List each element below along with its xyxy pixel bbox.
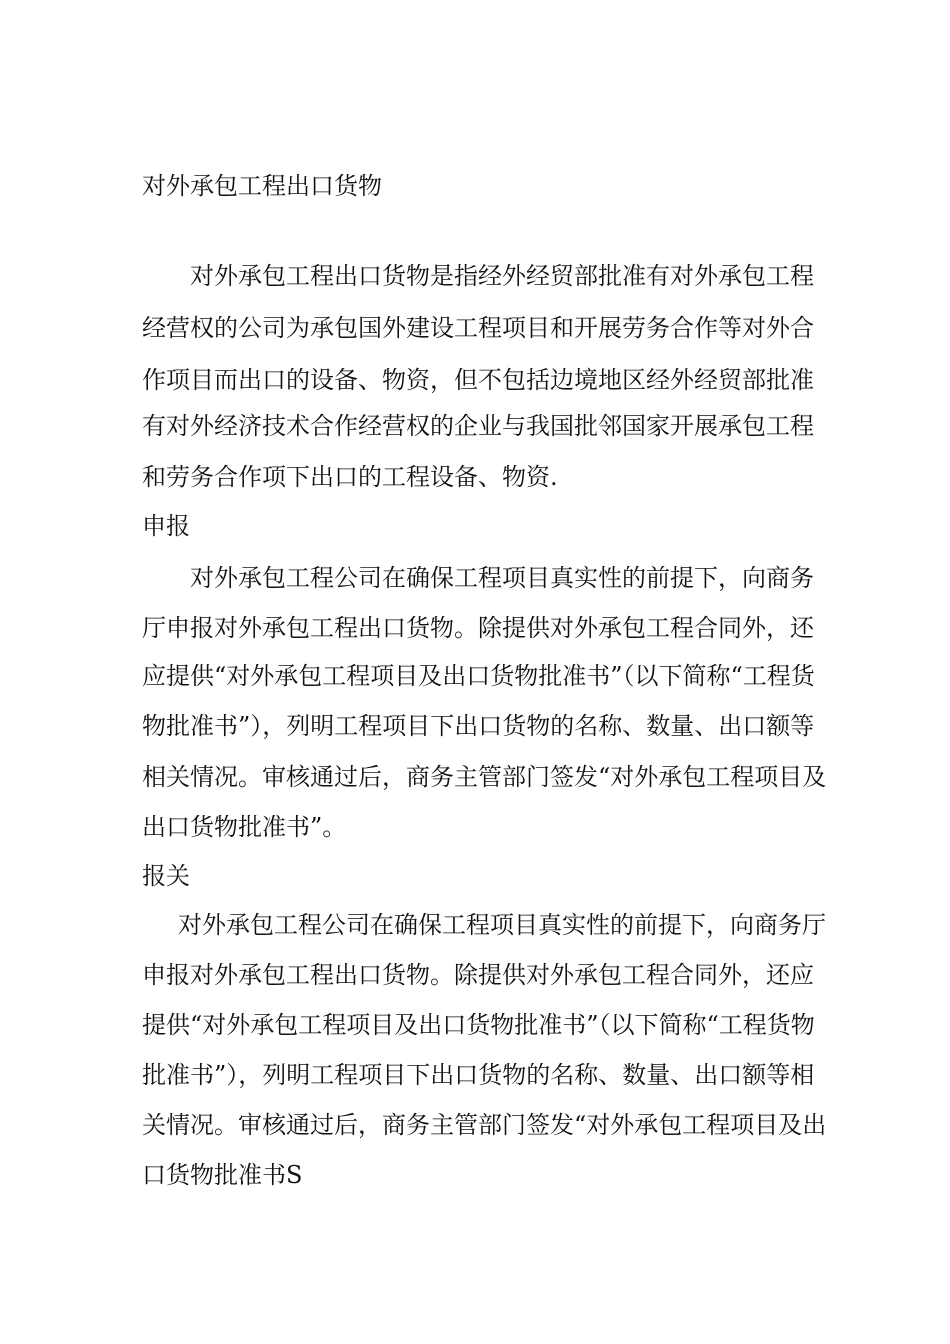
section-heading-declare: 申报: [142, 512, 190, 540]
intro-line-2: 经营权的公司为承包国外建设工程项目和开展劳务合作等对外合: [142, 314, 814, 342]
customs-line-5: 关情况。审核通过后，商务主管部门签发“对外承包工程项目及出: [142, 1111, 827, 1139]
declare-line-2: 厅申报对外承包工程出口货物。除提供对外承包工程合同外，还: [142, 614, 814, 642]
intro-line-5: 和劳务合作项下出口的工程设备、物资.: [142, 463, 558, 491]
intro-line-3: 作项目而出口的设备、物资，但不包括边境地区经外经贸部批准: [142, 366, 814, 394]
intro-line-4: 有对外经济技术合作经营权的企业与我国批邻国家开展承包工程: [142, 412, 814, 440]
customs-line-1: 对外承包工程公司在确保工程项目真实性的前提下，向商务厅: [178, 911, 826, 939]
declare-line-6: 出口货物批准书”。: [142, 813, 347, 841]
declare-line-1: 对外承包工程公司在确保工程项目真实性的前提下，向商务: [190, 564, 814, 592]
declare-line-4: 物批准书”），列明工程项目下出口货物的名称、数量、出口额等: [142, 712, 815, 740]
document-title: 对外承包工程出口货物: [142, 172, 382, 200]
customs-line-2: 申报对外承包工程出口货物。除提供对外承包工程合同外，还应: [142, 961, 814, 989]
declare-line-5: 相关情况。审核通过后，商务主管部门签发“对外承包工程项目及: [142, 763, 827, 791]
section-heading-customs: 报关: [142, 862, 190, 890]
declare-line-3: 应提供“对外承包工程项目及出口货物批准书”（以下简称“工程货: [142, 662, 815, 690]
customs-line-4: 批准书”），列明工程项目下出口货物的名称、数量、出口额等相: [142, 1061, 815, 1089]
intro-line-1: 对外承包工程出口货物是指经外经贸部批准有对外承包工程: [190, 262, 814, 290]
customs-line-3: 提供“对外承包工程项目及出口货物批准书”（以下简称“工程货物: [142, 1011, 815, 1039]
customs-line-6: 口货物批准书S: [142, 1161, 303, 1189]
